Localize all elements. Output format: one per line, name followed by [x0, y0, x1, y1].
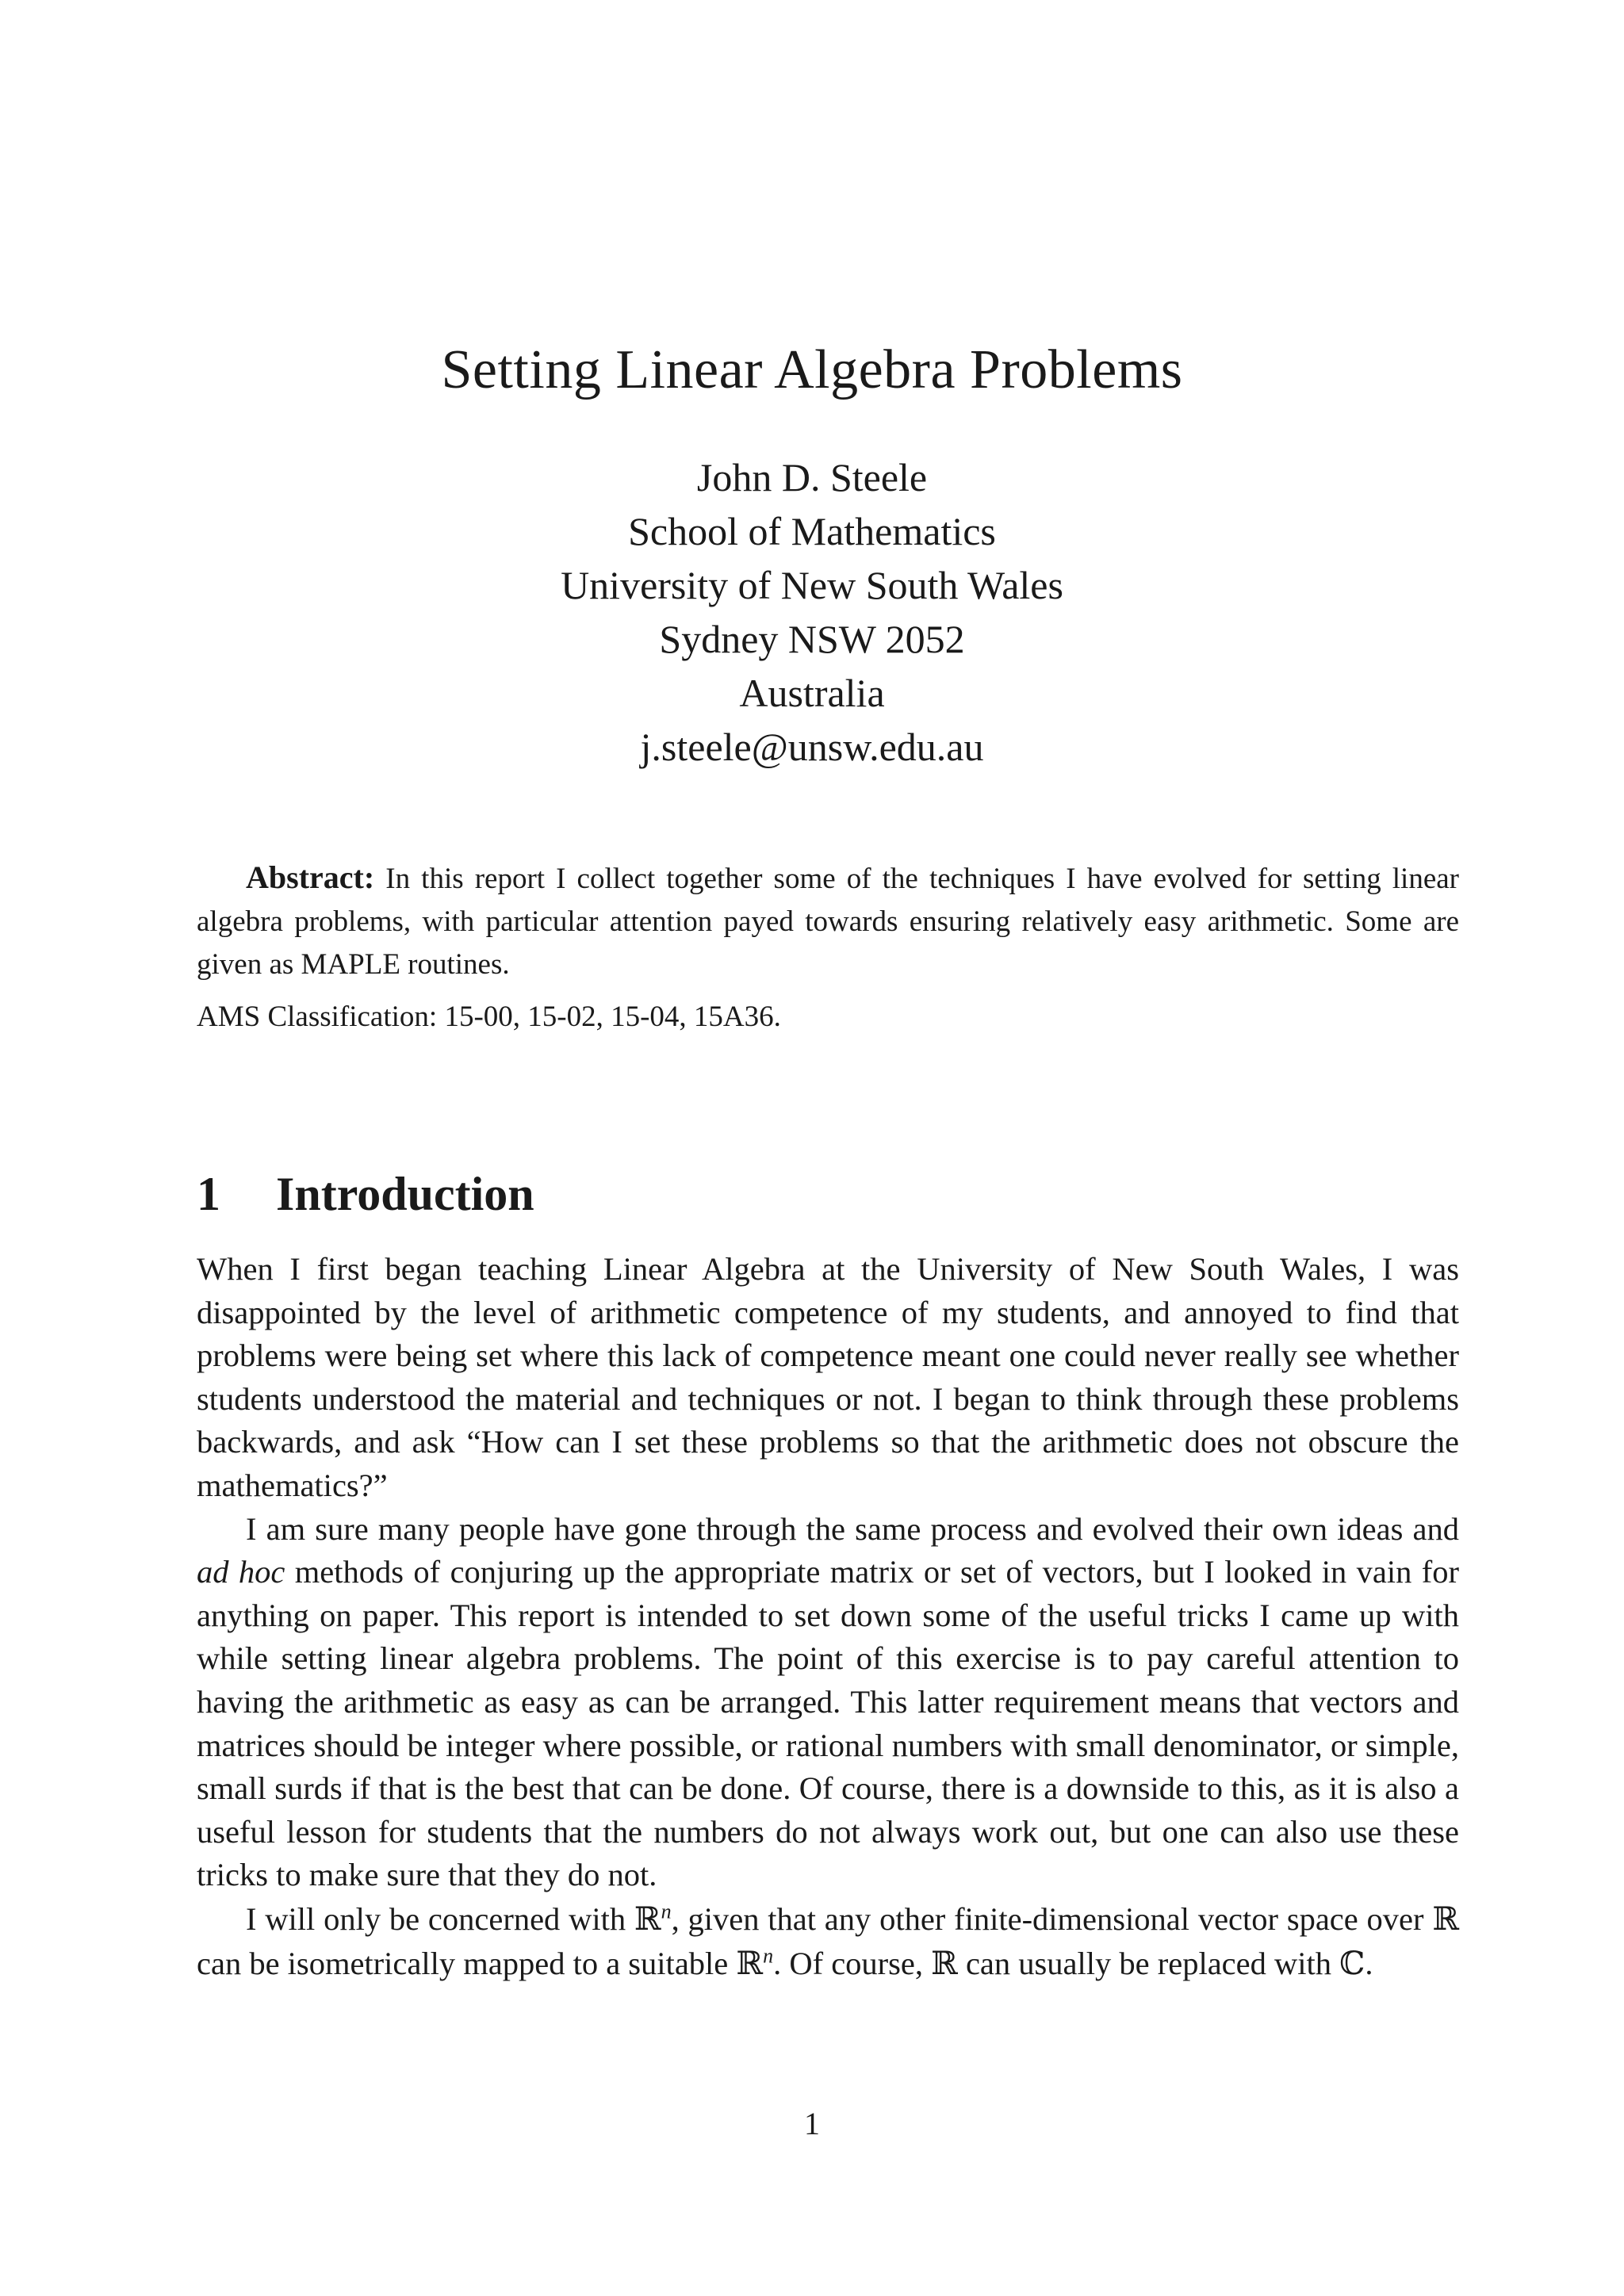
reals-symbol: ℝ [634, 1899, 661, 1938]
paper-title: Setting Linear Algebra Problems [441, 339, 1183, 400]
introduction-body [197, 1248, 1459, 1985]
paragraph-3-b: , given that any other finite-dimensional vector space over [671, 1900, 1433, 1937]
paragraph-1: When I first began teaching Linear Algebra at the University of New South Wales, I was disappointed by the level of arithmetic competence of my students, and annoyed to find that problems were being set where this lack of competence meant one could never really see whether students understood the material and techniques or not. I began to think through these problems backwards, and ask “How can I set these problems so that the arithmetic does not obscure the mathematics?” [197, 1251, 1459, 1503]
reals-symbol: ℝ [1432, 1899, 1459, 1938]
paragraph-3 [197, 1897, 1459, 1985]
paragraph-3-c: can be isometrically mapped to a suitable [197, 1945, 737, 1981]
author-email: j.steele@unsw.edu.au [640, 725, 984, 769]
paragraph-3-e: can usually be replaced with [957, 1945, 1340, 1981]
paragraph-2-end: methods of conjuring up the appropriate matrix or set of vectors, but I looked in vain for anything on paper. This report is intended to set down some of the useful tricks I came up with while setting linear algebra problems. The point of this exercise is to pay careful attention to having the arithmetic as easy as can be arranged. This latter requirement means that vectors and matrices should be integer where possible, or rational numbers with small denominator, or simple, small surds if that is the best that can be done. Of course, there is a downside to this, as it is also a useful lesson for students that the numbers do not always work out, but one can also use these tricks to make sure that they do not. [197, 1554, 1459, 1893]
section-title: Introduction [276, 1168, 534, 1220]
ams-classification: AMS Classification: 15-00, 15-02, 15-04, 15A36. [197, 1001, 781, 1033]
abstract-label: Abstract: [246, 859, 375, 895]
abstract [197, 856, 1459, 986]
paragraph-3-f: . [1365, 1945, 1373, 1981]
paragraph-3-a: I will only be concerned with [246, 1900, 634, 1937]
reals-symbol: ℝ [931, 1943, 958, 1982]
paragraph-2-start: I am sure many people have gone through the same process and evolved their own ideas and [246, 1510, 1459, 1547]
abstract-text: In this report I collect together some of the techniques I have evolved for setting linear algebra problems, with particular attention payed towards ensuring relatively easy arithmetic. Some are given as MAPLE routines. [197, 863, 1460, 981]
paragraph-2-italic: ad hoc [197, 1554, 285, 1590]
section-heading [197, 1162, 534, 1226]
author-block [0, 450, 1624, 774]
author-name: John D. Steele [696, 455, 928, 499]
exponent-n: n [763, 1944, 774, 1967]
author-city: Sydney NSW 2052 [659, 617, 965, 661]
author-country: Australia [739, 671, 885, 715]
paragraph-3-d: . Of course, [773, 1945, 932, 1981]
complex-symbol: ℂ [1339, 1943, 1365, 1982]
author-department: School of Mathematics [628, 509, 996, 553]
section-number: 1 [197, 1168, 220, 1220]
paragraph-2 [197, 1508, 1459, 1897]
exponent-n: n [661, 1900, 672, 1923]
author-university: University of New South Wales [561, 563, 1063, 607]
reals-symbol: ℝ [736, 1943, 764, 1982]
page-number: 1 [804, 2106, 820, 2141]
